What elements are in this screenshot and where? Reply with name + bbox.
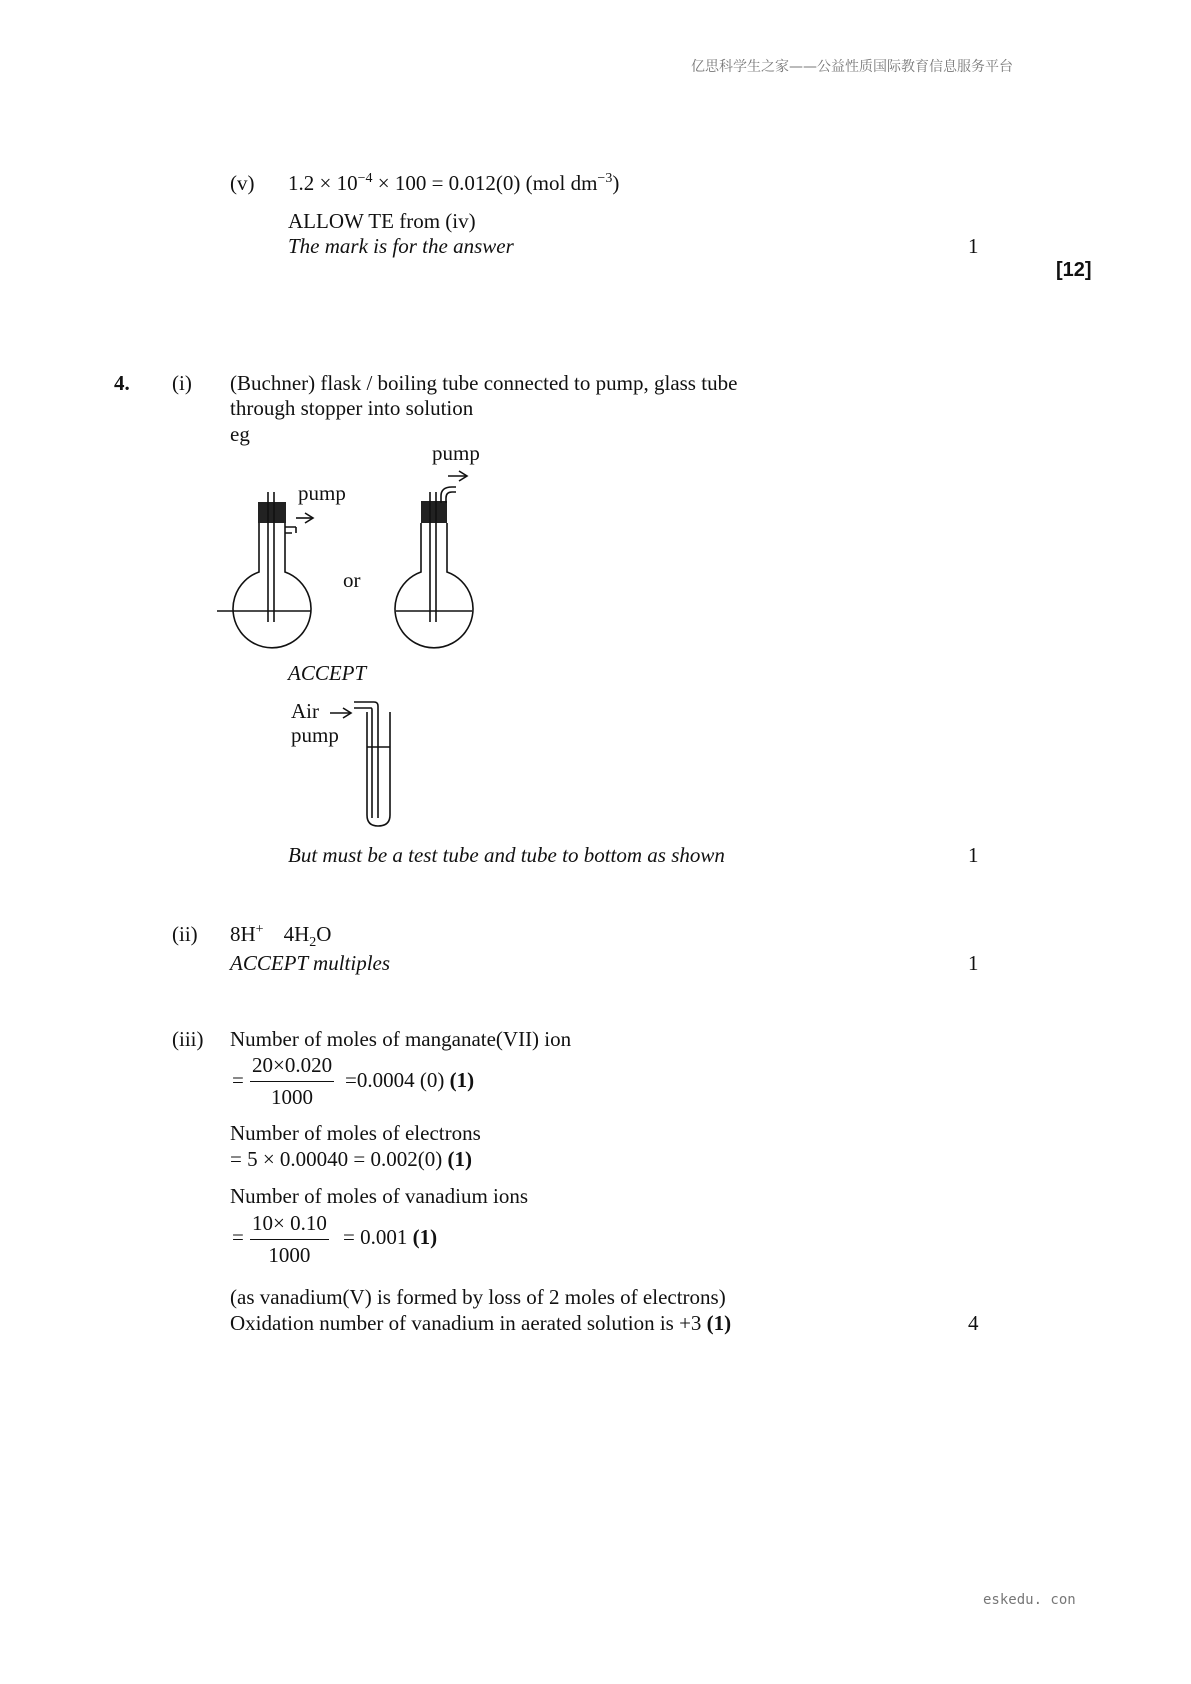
q4iii-conclusion <box>230 1311 731 1336</box>
q4-number: 4. <box>114 371 130 395</box>
q3v-calc-part: ) <box>612 171 620 195</box>
diagram-label-air: Air <box>291 699 319 723</box>
q3v-calc-exp1: −4 <box>357 171 373 186</box>
result-text: = 0.001 <box>343 1225 408 1249</box>
q4iii-equals-2: = <box>232 1225 244 1249</box>
fraction-numerator: 10× 0.10 <box>250 1211 329 1240</box>
fraction-denominator: 1000 <box>268 1243 311 1267</box>
q4ii-label: (ii) <box>172 922 198 946</box>
q4iii-label: (iii) <box>172 1027 204 1051</box>
q4iii-moles-e-title: Number of moles of electrons <box>230 1121 481 1145</box>
q4i-mark: 1 <box>968 843 979 867</box>
result-mark: (1) <box>447 1147 473 1171</box>
result-text: = 5 × 0.00040 = 0.002(0) <box>230 1147 443 1171</box>
q3-total-marks: [12] <box>1056 259 1092 281</box>
q4i-eg: eg <box>230 422 250 446</box>
q4iii-equals: = <box>232 1068 244 1092</box>
q4ii-eq-part: 8H <box>230 922 256 946</box>
footer-site-text: eskedu. con <box>983 1592 1076 1608</box>
q3v-mark: 1 <box>968 234 979 258</box>
diagram-label-or: or <box>343 568 361 592</box>
round-flask-drawing <box>395 471 473 648</box>
q4ii-eq-part: 4H <box>283 922 310 946</box>
fraction-denominator: 1000 <box>271 1085 314 1109</box>
q4iii-moles-mn-title: Number of moles of manganate(VII) ion <box>230 1027 572 1051</box>
header-site-text: 亿思科学生之家——公益性质国际教育信息服务平台 <box>691 59 1013 75</box>
q4iii-moles-v-title: Number of moles of vanadium ions <box>230 1184 529 1208</box>
q4ii-eq-part: O <box>316 922 332 946</box>
q4ii-equation <box>230 922 332 951</box>
result-text: =0.0004 (0) <box>345 1068 445 1092</box>
q4iii-fraction-v <box>250 1211 329 1268</box>
q4iii-fraction-mn <box>250 1053 334 1110</box>
q4i-line2: through stopper into solution <box>230 396 474 420</box>
q4ii-eq-sub: 2 <box>309 935 317 951</box>
q4i-label: (i) <box>172 371 192 395</box>
diagram-label-pump-testtube: pump <box>291 723 339 747</box>
q4ii-mark: 1 <box>968 951 979 975</box>
q4i-accept-label: ACCEPT <box>288 661 367 685</box>
q3v-calc-part: 1.2 × 10 <box>288 171 358 195</box>
q4ii-eq-sup: + <box>255 922 264 937</box>
q3v-note: The mark is for the answer <box>288 234 514 258</box>
q4iii-frac1-result <box>345 1068 474 1093</box>
q4i-line1: (Buchner) flask / boiling tube connected to pump, glass tube <box>230 371 738 395</box>
q4ii-note: ACCEPT multiples <box>230 951 391 975</box>
q4iii-mark: 4 <box>968 1311 979 1335</box>
diagram-label-pump-right: pump <box>432 441 480 465</box>
conclusion-mark: (1) <box>706 1311 732 1335</box>
test-tube-drawing <box>330 702 390 826</box>
q3v-calc-exp2: −3 <box>597 171 613 186</box>
q4iii-moles-e-line <box>230 1147 472 1172</box>
q4i-note: But must be a test tube and tube to bottom as shown <box>288 843 725 867</box>
q3v-label: (v) <box>230 171 255 195</box>
q4iii-reason: (as vanadium(V) is formed by loss of 2 moles of electrons) <box>230 1285 726 1309</box>
q3v-allow: ALLOW TE from (iv) <box>288 209 476 233</box>
result-mark: (1) <box>449 1068 475 1092</box>
conclusion-text: Oxidation number of vanadium in aerated solution is +3 <box>230 1311 702 1335</box>
fraction-numerator: 20×0.020 <box>250 1053 334 1082</box>
q3v-calc-part: × 100 = 0.012(0) (mol dm <box>372 171 598 195</box>
q4iii-frac2-result <box>343 1225 437 1250</box>
result-mark: (1) <box>412 1225 438 1249</box>
buchner-flask-drawing <box>217 492 313 648</box>
diagram-label-pump-left: pump <box>298 481 346 505</box>
